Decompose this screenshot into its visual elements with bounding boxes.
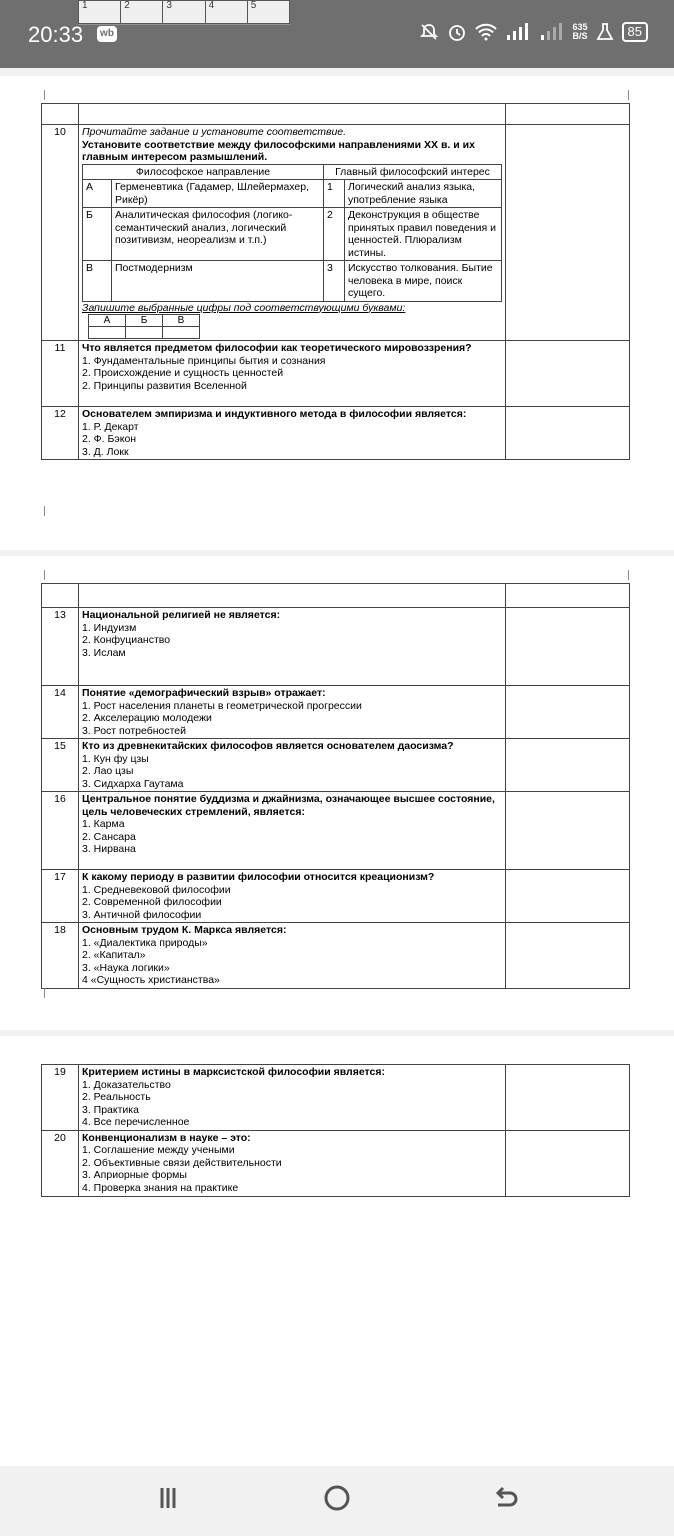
matching-row [83, 261, 502, 302]
answer-option: 2. Принципы развития Вселенной [82, 379, 247, 392]
strip-cell: 1 [79, 1, 121, 24]
question-number: 14 [42, 686, 79, 739]
row-left: Аналитическая философия (логико-семантический анализ, логический позитивизм, неореализм и т.п.) [112, 208, 324, 261]
alarm-icon [447, 22, 467, 42]
answer-column [506, 407, 630, 460]
question-row [42, 341, 630, 407]
question-body [79, 923, 506, 989]
question-number: 12 [42, 407, 79, 460]
answer-option: 3. Сидхарха Гаутама [82, 777, 184, 790]
question-number: 13 [42, 608, 79, 686]
answer-column [506, 1130, 630, 1196]
question-title: Конвенционализм в науке – это: [82, 1131, 251, 1144]
question-body [79, 1130, 506, 1196]
clock: 20:33 [28, 22, 84, 47]
question-table-2 [41, 583, 630, 989]
answer-option: 2. Конфуцианство [82, 634, 171, 646]
answer-column [506, 923, 630, 989]
question-title: Критерием истины в марксистской философии является: [82, 1066, 386, 1078]
answer-option: 3. Рост потребностей [82, 724, 186, 737]
flask-icon [596, 23, 614, 41]
question-number: 19 [42, 1065, 79, 1131]
answer-option: 2. Современной философии [82, 896, 222, 908]
answer-cell [163, 327, 200, 339]
document-page-2 [0, 556, 674, 1030]
question-table-3 [41, 1064, 630, 1197]
question-row [42, 739, 630, 792]
strip-cell: 3 [163, 1, 205, 24]
document-page-3 [0, 1036, 674, 1466]
question-row [42, 608, 630, 686]
matching-header-row [83, 164, 502, 180]
column-header: Главный философский интерес [324, 164, 502, 180]
strip-cell: 5 [247, 1, 289, 24]
question-number: 16 [42, 792, 79, 870]
answer-option: 2. Ф. Бэкон [82, 433, 137, 445]
row-number: 1 [324, 180, 345, 208]
question-title: Центральное понятие буддизма и джайнизма, означающее высшее состояние, цель человеческих стремлений, является: [82, 793, 495, 818]
signal-icon [505, 23, 531, 41]
answer-option: 2. Объективные связи действительности [82, 1156, 282, 1169]
question-body [79, 870, 506, 923]
answer-letter: А [89, 315, 126, 327]
matching-row [83, 208, 502, 261]
question-number: 15 [42, 739, 79, 792]
network-speed: 635 B/S [572, 22, 588, 41]
answer-option: 1. Средневековой философии [82, 883, 231, 896]
answer-column [506, 739, 630, 792]
back-arrow-icon [492, 1484, 520, 1512]
question-table-1 [41, 103, 630, 460]
answer-column [506, 341, 630, 407]
question-number: 18 [42, 923, 79, 989]
question-number: 17 [42, 870, 79, 923]
answer-option: 3. Априорные формы [82, 1169, 187, 1181]
answer-option: 1. Р. Декарт [82, 420, 139, 433]
row-number: 2 [324, 208, 345, 261]
row-right: Искусство толкования. Бытие человека в мире, поиск сущего. [345, 261, 502, 302]
answer-option: 3. Нирвана [82, 843, 136, 855]
answer-option: 2. Лао цзы [82, 765, 134, 777]
column-header: Философское направление [83, 164, 324, 180]
answer-option: 1. «Диалектика природы» [82, 936, 208, 949]
row-right: Логический анализ языка, употребление языка [345, 180, 502, 208]
wifi-icon [475, 23, 497, 41]
question-row [42, 686, 630, 739]
question-row [42, 1130, 630, 1196]
answer-option: 1. Карма [82, 818, 125, 830]
answer-option: 3. Практика [82, 1103, 139, 1116]
answer-column [506, 870, 630, 923]
back-button[interactable] [486, 1478, 526, 1518]
question-title: Кто из древнекитайских философов является основателем даосизма? [82, 740, 454, 752]
question-10-row [42, 125, 630, 341]
question-title: Основным трудом К. Маркса является: [82, 924, 287, 936]
header-row [42, 584, 630, 608]
answer-option: 4. Проверка знания на практике [82, 1181, 239, 1194]
menu-lines-icon [154, 1484, 182, 1512]
recent-apps-button[interactable] [148, 1478, 188, 1518]
matching-row [83, 180, 502, 208]
answer-cell [89, 327, 126, 339]
question-title: К какому периоду в развитии философии относится креационизм? [82, 871, 435, 883]
status-bar [0, 0, 674, 68]
answer-column [506, 1065, 630, 1131]
answer-option: 1. Кун фу цзы [82, 752, 149, 765]
answer-option: 3. «Наука логики» [82, 961, 170, 974]
answer-option: 1. Доказательство [82, 1078, 171, 1091]
home-circle-icon [323, 1484, 351, 1512]
home-button[interactable] [317, 1478, 357, 1518]
signal-weak-icon [539, 23, 565, 41]
question-body [79, 341, 506, 407]
question-body [79, 792, 506, 870]
question-number: 11 [42, 341, 79, 407]
row-left: Постмодернизм [112, 261, 324, 302]
answer-option: 2. Происхождение и сущность ценностей [82, 367, 284, 379]
answer-option: 3. Ислам [82, 646, 126, 659]
answer-option: 1. Соглашение между учеными [82, 1144, 235, 1156]
header-row [42, 104, 630, 125]
question-body [79, 407, 506, 460]
answer-option: 4 «Сущность христианства» [82, 974, 220, 986]
answer-option: 3. Д. Локк [82, 445, 129, 458]
answer-option: 3. Античной философии [82, 908, 202, 921]
answer-option: 2. «Капитал» [82, 949, 146, 961]
question-number: 10 [42, 125, 79, 341]
question-title: Понятие «демографический взрыв» отражает: [82, 687, 326, 699]
answer-column [506, 792, 630, 870]
question-row [42, 923, 630, 989]
answer-column [506, 608, 630, 686]
question-body [79, 1065, 506, 1131]
app-notification-icon: wb [97, 26, 117, 42]
question-title: Установите соответствие между философскими направлениями XX в. и их главным интересом размышлений. [82, 138, 475, 163]
answer-option: 1. Индуизм [82, 621, 137, 634]
document-top-strip [78, 0, 290, 25]
row-letter: В [83, 261, 112, 302]
answer-option: 2. Реальность [82, 1091, 151, 1103]
answer-column [506, 125, 630, 341]
answer-letter: В [163, 315, 200, 327]
answer-option: 1. Рост населения планеты в геометрической прогрессии [82, 699, 362, 712]
question-row [42, 870, 630, 923]
answer-instruction: Запишите выбранные цифры под соответствующими буквами: [82, 301, 406, 314]
answer-grid [88, 314, 200, 339]
answer-option: 4. Все перечисленное [82, 1116, 190, 1128]
row-right: Деконструкция в обществе принятых правил поведения и ценностей. Плюрализм истины. [345, 208, 502, 261]
question-body [79, 686, 506, 739]
answer-cell [126, 327, 163, 339]
row-letter: Б [83, 208, 112, 261]
battery-indicator: 85 [622, 22, 648, 42]
row-left: Герменевтика (Гадамер, Шлейермахер, Рикёр) [112, 180, 324, 208]
question-title: Национальной религией не является: [82, 609, 281, 621]
question-instruction: Прочитайте задание и установите соответствие. [82, 126, 347, 138]
question-row [42, 792, 630, 870]
question-body [79, 739, 506, 792]
question-body [79, 608, 506, 686]
status-icons [419, 22, 649, 42]
row-number: 3 [324, 261, 345, 302]
question-row [42, 1065, 630, 1131]
question-row [42, 407, 630, 460]
matching-table [82, 164, 502, 302]
question-title: Основателем эмпиризма и индуктивного метода в философии является: [82, 408, 467, 420]
answer-column [506, 686, 630, 739]
answer-option: 1. Фундаментальные принципы бытия и сознания [82, 354, 326, 367]
question-number: 20 [42, 1130, 79, 1196]
answer-letter: Б [126, 315, 163, 327]
strip-cell: 2 [121, 1, 163, 24]
mute-bell-icon [419, 22, 439, 42]
question-title: Что является предметом философии как теоретического мировоззрения? [82, 342, 472, 354]
strip-cell: 4 [205, 1, 247, 24]
document-page-1 [0, 76, 674, 550]
row-letter: А [83, 180, 112, 208]
answer-option: 2. Сансара [82, 830, 136, 843]
answer-option: 2. Акселерацию молодежи [82, 712, 212, 724]
